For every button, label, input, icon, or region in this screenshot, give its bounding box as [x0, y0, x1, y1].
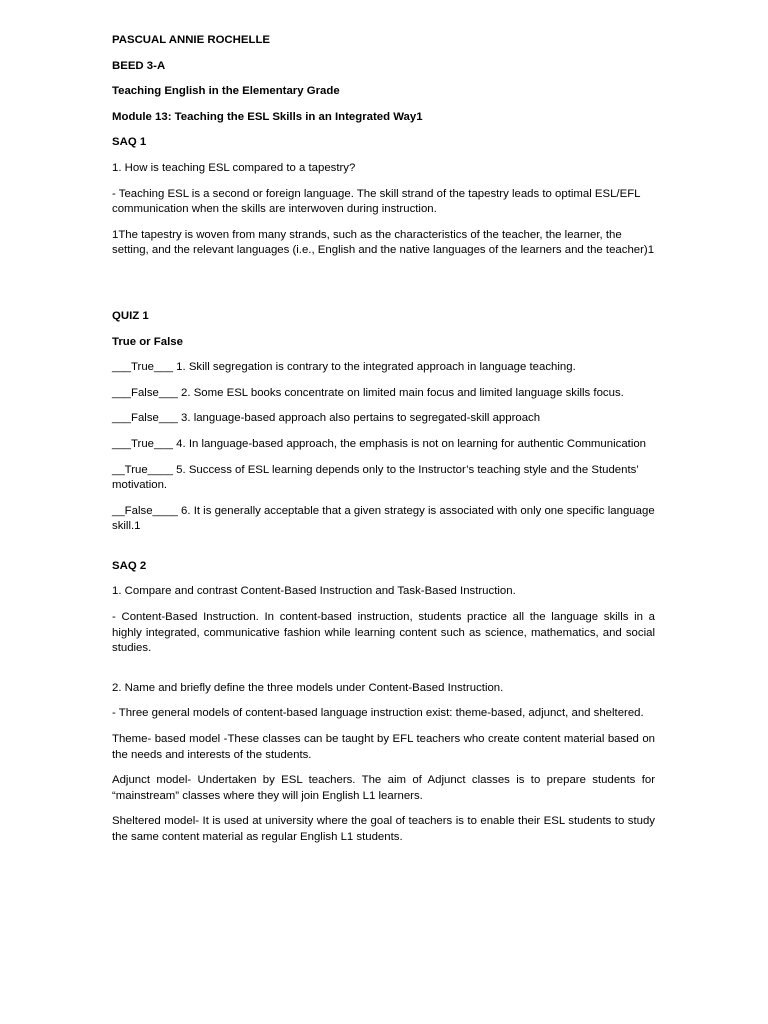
course-title: Teaching English in the Elementary Grade — [112, 85, 340, 98]
saq2-question-1: 1. Compare and contrast Content-Based Instruction and Task-Based Instruction. — [112, 585, 516, 598]
theme-based-model: Theme- based model -These classes can be taught by EFL teachers who create content material based on the needs and interests of the students. — [112, 733, 655, 761]
saq1-answer: - Teaching ESL is a second or foreign language. The skill strand of the tapestry leads to optimal ESL/EFL communication when the skills are interwoven during instruction. — [112, 187, 641, 216]
document-page — [112, 33, 655, 846]
quiz-item: ___True___ 1. Skill segregation is contrary to the integrated approach in language teaching. — [112, 361, 576, 374]
quiz1-subheading: True or False — [112, 335, 183, 348]
adjunct-model: Adjunct model- Undertaken by ESL teachers. The aim of Adjunct classes is to prepare students for “mainstream” classes where they will join English L1 learners. — [112, 774, 655, 802]
quiz-item: __False____ 6. It is generally acceptable that a given strategy is associated with only one specific language skill.1 — [112, 504, 655, 533]
saq2-question-2: 2. Name and briefly define the three models under Content-Based Instruction. — [112, 681, 504, 694]
section-label: BEED 3-A — [112, 59, 166, 72]
module-title: Module 13: Teaching the ESL Skills in an Integrated Way1 — [112, 110, 423, 123]
saq2-heading: SAQ 2 — [112, 559, 147, 572]
sheltered-model: Sheltered model- It is used at university where the goal of teachers is to enable their ESL students to study the same content material as regular English L1 students. — [112, 815, 655, 843]
saq1-heading: SAQ 1 — [112, 136, 147, 149]
quiz-item: ___False___ 3. language-based approach also pertains to segregated-skill approach — [112, 412, 541, 425]
saq2-answer-1: - Content-Based Instruction. In content-based instruction, students practice all the language skills in a highly integrated, communicative fashion while learning content such as science, mathematics, and social studies. — [112, 611, 655, 655]
saq1-question: 1. How is teaching ESL compared to a tapestry? — [112, 161, 356, 174]
quiz1-heading: QUIZ 1 — [112, 309, 149, 322]
student-name: PASCUAL ANNIE ROCHELLE — [112, 34, 270, 46]
quiz-item: ___True___ 4. In language-based approach, the emphasis is not on learning for authentic Communication — [112, 437, 647, 450]
quiz-item: __True____ 5. Success of ESL learning depends only to the Instructor’s teaching style and the Students’ motivation. — [112, 463, 639, 492]
saq2-answer-2: - Three general models of content-based language instruction exist: theme-based, adjunct, and sheltered. — [112, 707, 644, 720]
saq1-note: 1The tapestry is woven from many strands, such as the characteristics of the teacher, the learner, the setting, and the relevant languages (i.e., English and the native languages of the learners and the teacher)1 — [112, 228, 655, 257]
quiz-item: ___False___ 2. Some ESL books concentrate on limited main focus and limited language skills focus. — [112, 386, 624, 399]
